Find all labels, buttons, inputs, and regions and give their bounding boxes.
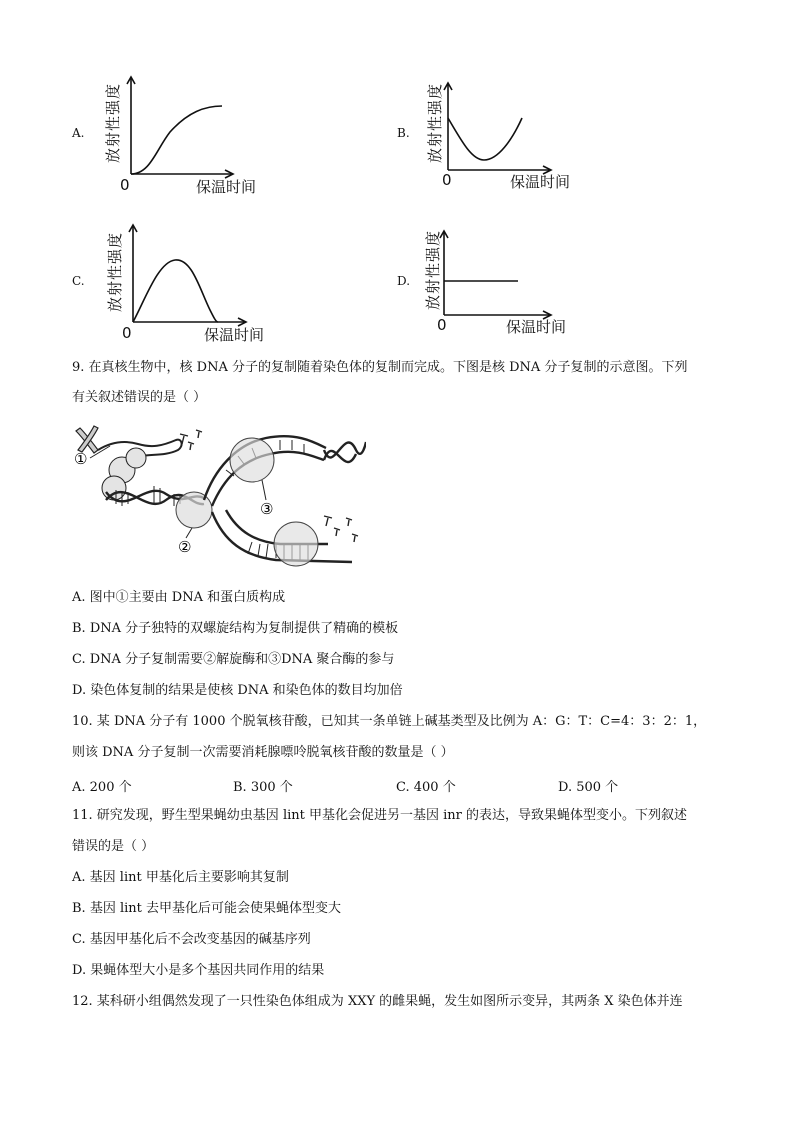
graph-b-ylabel: 放射性强度: [426, 82, 444, 163]
option-d-letter[interactable]: D.: [397, 274, 411, 288]
q9-option-b[interactable]: B. DNA 分子独特的双螺旋结构为复制提供了精确的模板: [72, 621, 399, 636]
q10-option-d[interactable]: D. 500 个: [558, 780, 619, 795]
dna-replication-figure: [66, 420, 366, 570]
graph-a-ylabel: 放射性强度: [104, 82, 122, 163]
graph-c-origin: 0: [122, 324, 132, 342]
q9-stem-line1: 9. 在真核生物中，核 DNA 分子的复制随着染色体的复制而完成。下图是核 DNA 分子复制的示意图。下列: [72, 360, 688, 375]
q9-option-c[interactable]: C. DNA 分子复制需要②解旋酶和③DNA 聚合酶的参与: [72, 652, 395, 667]
figure-label-3: ③: [260, 500, 274, 518]
graph-d-ylabel: 放射性强度: [424, 229, 442, 310]
q10-option-c[interactable]: C. 400 个: [396, 780, 456, 795]
option-c-letter[interactable]: C.: [72, 274, 85, 288]
upper-right-helix: [324, 442, 366, 462]
q11-option-b[interactable]: B. 基因 lint 去甲基化后可能会使果蝇体型变大: [72, 901, 341, 916]
graph-d-origin: 0: [437, 316, 447, 334]
q10-stem-line1: 10. 某 DNA 分子有 1000 个脱氧核苷酸，已知其一条单链上碱基类型及比例为 A：G：T：C=4：3：2：1，: [72, 714, 707, 729]
graph-b-origin: 0: [442, 171, 452, 189]
q11-stem-line2: 错误的是（ ）: [72, 839, 155, 854]
graph-a-origin: 0: [120, 176, 130, 194]
graph-d-axes: [440, 231, 551, 319]
q9-option-a[interactable]: A. 图中①主要由 DNA 和蛋白质构成: [72, 590, 286, 605]
q10-option-a[interactable]: A. 200 个: [72, 780, 132, 795]
graph-c-xlabel: 保温时间: [204, 326, 265, 344]
q12-stem-line1: 12. 某科研小组偶然发现了一只性染色体组成为 XXY 的雌果蝇，发生如图所示变异，其两条 X 染色体并连: [72, 994, 683, 1009]
polymerase-upper-icon: [230, 438, 274, 482]
figure-label-2: ②: [178, 538, 192, 556]
graph-b-xlabel: 保温时间: [510, 173, 571, 191]
q10-stem-line2: 则该 DNA 分子复制一次需要消耗腺嘌呤脱氧核苷酸的数量是（ ）: [72, 745, 454, 760]
q9-option-d[interactable]: D. 染色体复制的结果是使核 DNA 和染色体的数目均加倍: [72, 683, 403, 698]
q11-option-a[interactable]: A. 基因 lint 甲基化后主要影响其复制: [72, 870, 289, 885]
graph-a-xlabel: 保温时间: [196, 178, 257, 196]
option-a-letter[interactable]: A.: [72, 126, 85, 140]
helicase-icon: [176, 492, 212, 528]
chromosome-icon: [76, 426, 98, 453]
figure-label-1: ①: [74, 450, 88, 468]
q9-stem-line2: 有关叙述错误的是（ ）: [72, 390, 207, 405]
q10-option-b[interactable]: B. 300 个: [233, 780, 293, 795]
q11-option-d[interactable]: D. 果蝇体型大小是多个基因共同作用的结果: [72, 963, 325, 978]
q11-stem-line1: 11. 研究发现，野生型果蝇幼虫基因 lint 甲基化会促进另一基因 inr 的表达，导致果蝇体型变小。下列叙述: [72, 808, 687, 823]
polymerase-lower-icon: [274, 522, 318, 566]
option-b-letter[interactable]: B.: [397, 126, 410, 140]
graph-d-xlabel: 保温时间: [506, 318, 567, 336]
graph-c-ylabel: 放射性强度: [106, 231, 124, 312]
q11-option-c[interactable]: C. 基因甲基化后不会改变基因的碱基序列: [72, 932, 311, 947]
